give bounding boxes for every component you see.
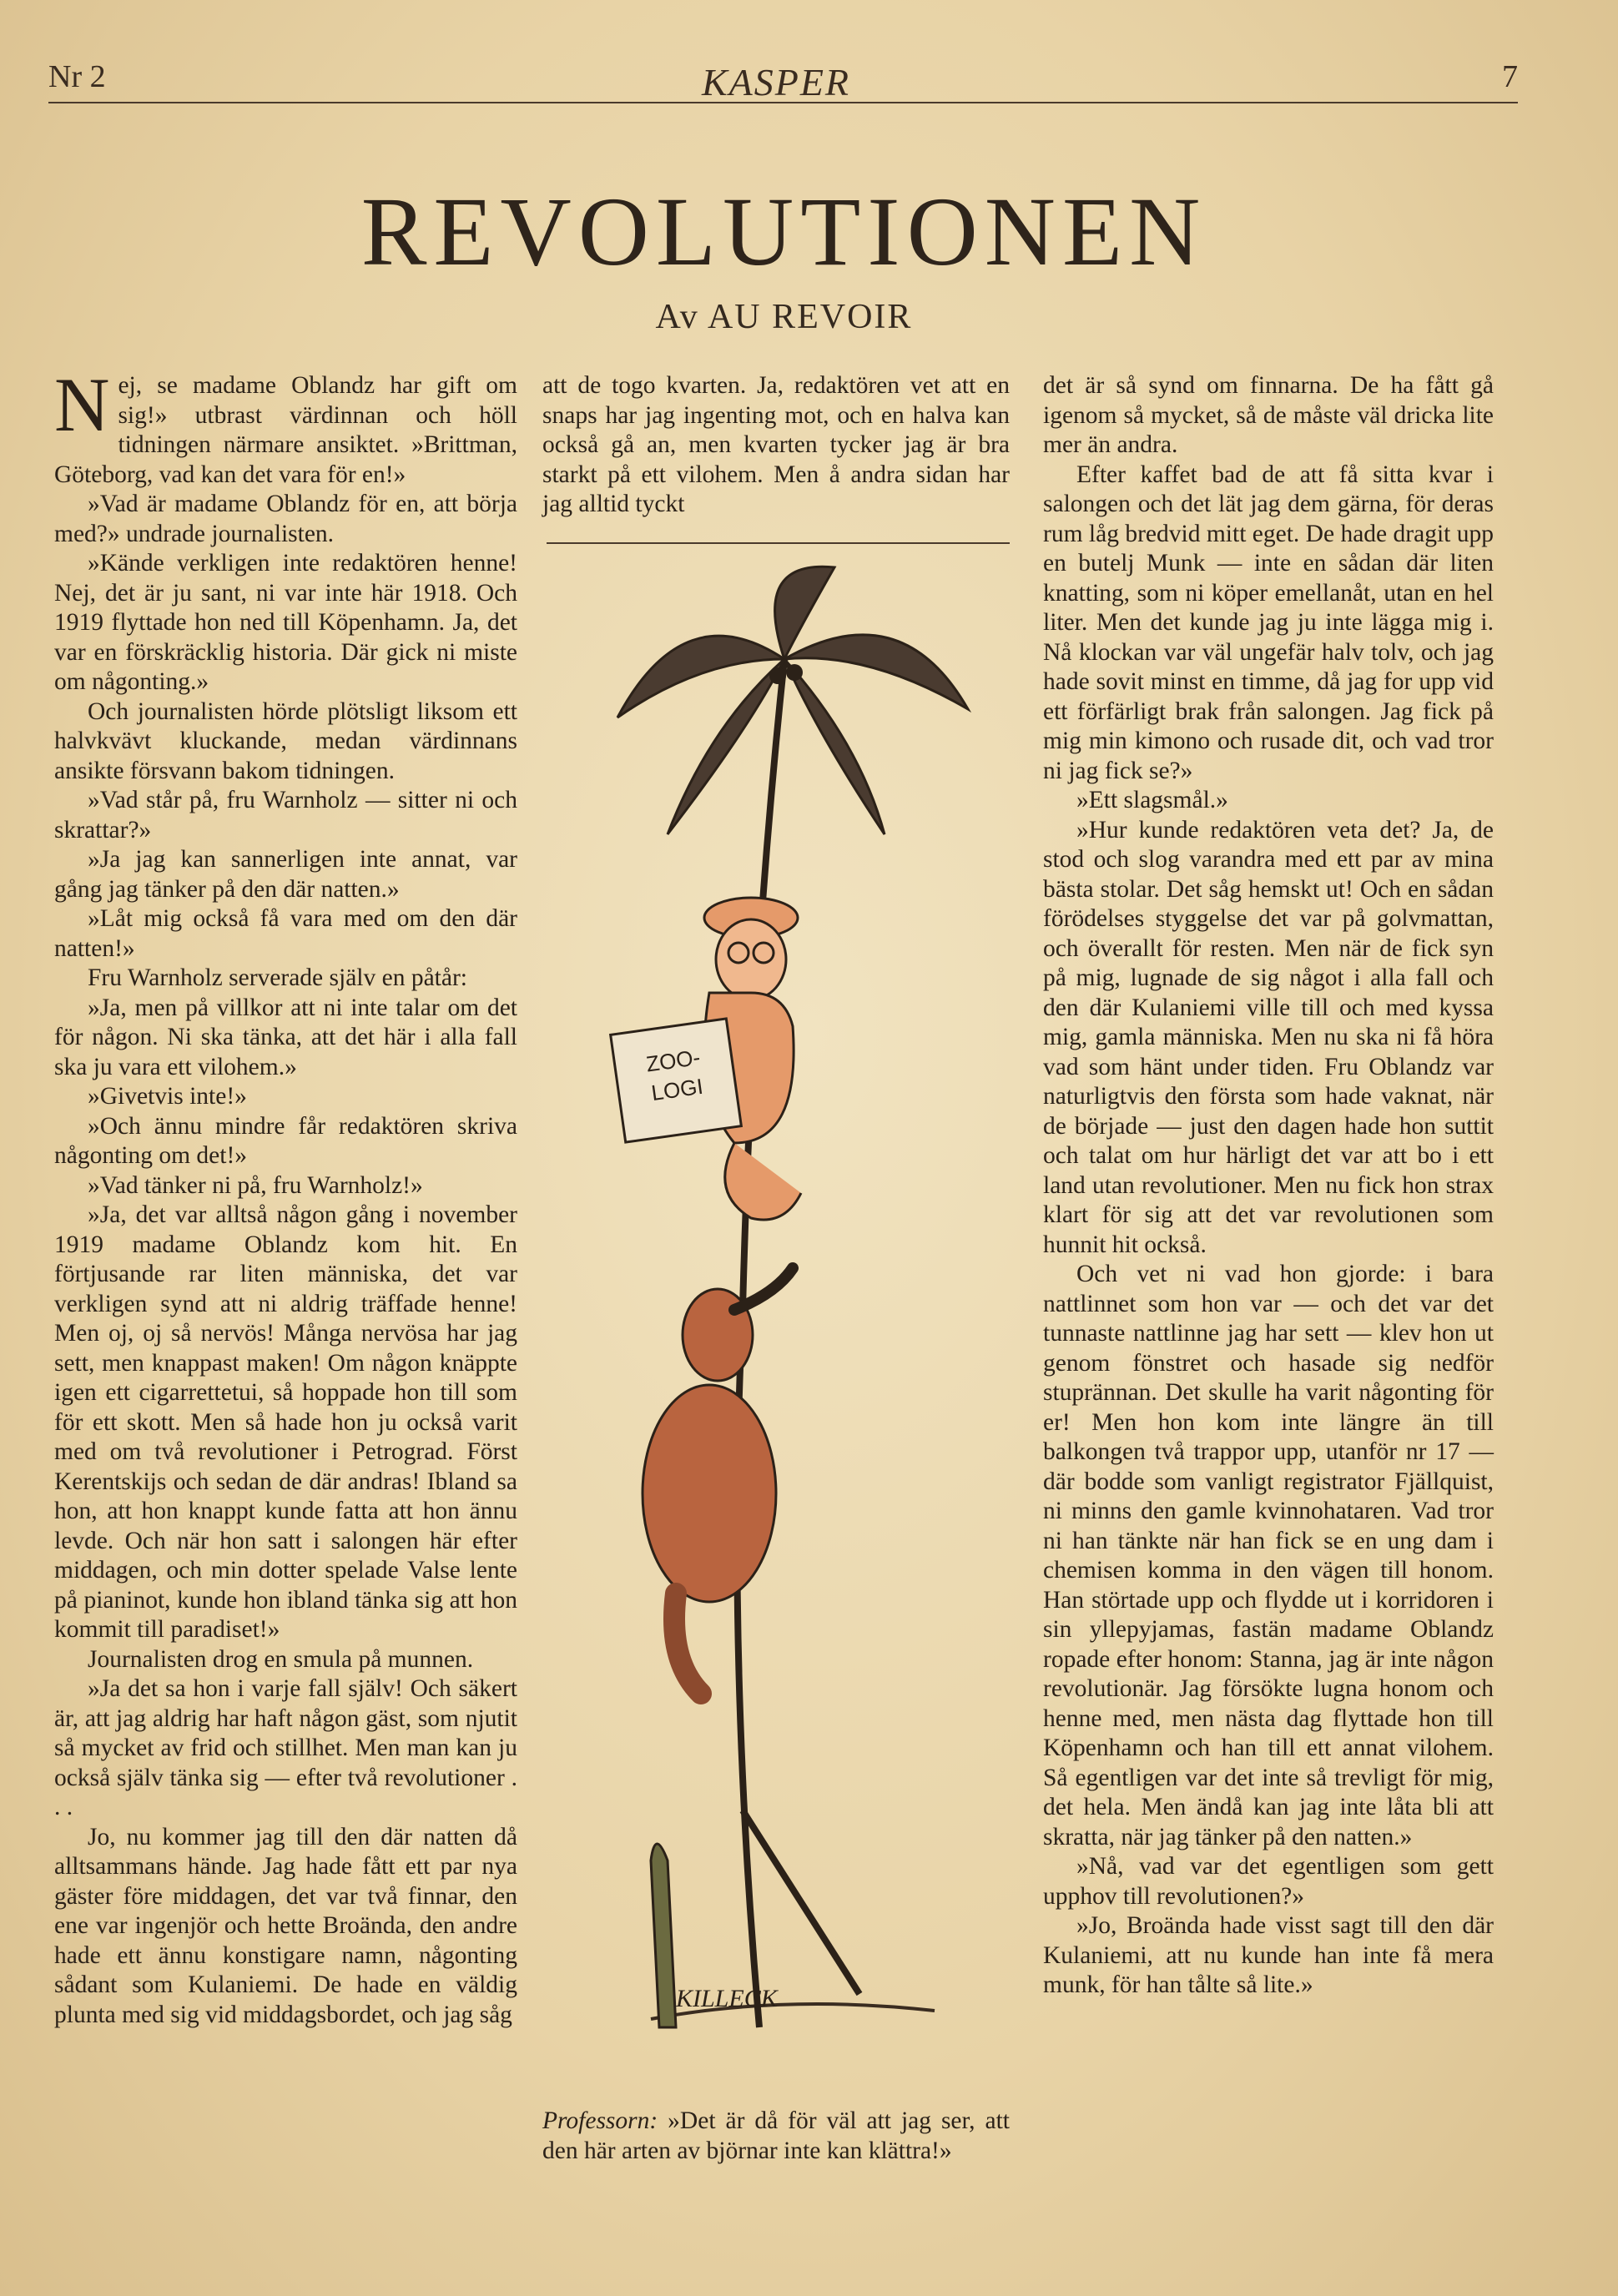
coconut (769, 667, 786, 684)
paragraph: Jo, nu kommer jag till den där natten då alltsammans hände. Jag hade fått ett par nya gäster före middagen, det var två finnar, den ene var ingenjör och hette Broända, den andre hade ett ännu konstigare namn, någonting sådant som Kulaniemi. De hade en väldig plunta med sig vid middagsbordet, och jag såg (54, 1823, 517, 2028)
professor-head (716, 919, 786, 999)
paragraph: det är så synd om finnarna. De ha fått gå igenom så mycket, så de måste väl dricka lite mer än andra. (1043, 372, 1494, 458)
column-3 (1043, 371, 1494, 2001)
bear-leg (674, 1594, 701, 1694)
book-title-1: ZOO- (644, 1044, 702, 1077)
paragraph: Fru Warnholz serverade själv en påtår: (88, 964, 467, 991)
column-1 (54, 362, 517, 2030)
header-rule (48, 102, 1518, 103)
caption-speaker: Professorn: (542, 2107, 658, 2134)
paragraph: »Kände verkligen inte redaktören henne! Nej, det är ju sant, ni var inte här 1918. Och 1919 flyttade hon ned till Köpenhamn. Ja, det var en förskräcklig historia. Där gick ni miste om någonting.» (54, 550, 517, 695)
paragraph: »Ett slagsmål.» (1076, 787, 1228, 813)
paragraph: »Vad är madame Oblandz för en, att börja med?» undrade journalisten. (54, 491, 517, 547)
paragraph: »Ja det sa hon i varje fall själv! Och säkert är, att jag aldrig har haft någon gäst, som njutit så mycket av frid och stillhet. Men man kan ju också själv tänka sig — efter två revolutioner . . . (54, 1675, 517, 1820)
paragraph: att de togo kvarten. Ja, redaktören vet att en snaps har jag ingenting mot, och en halva kan också gå an, men kvarten tycker jag är bra starkt på ett vilohem. Men å andra sidan har jag alltid tyckt (542, 372, 1010, 517)
professor-figure (611, 898, 801, 1220)
article-title: REVOLUTIONEN (360, 177, 1207, 286)
paragraph: »Nå, vad var det egentligen som gett upphov till revolutionen?» (1043, 1853, 1494, 1910)
bear-body (643, 1385, 776, 1602)
paragraph: »Vad tänker ni på, fru Warnholz!» (88, 1171, 423, 1199)
drop-cap: N (54, 362, 110, 447)
article-byline: Av AU REVOIR (655, 298, 913, 336)
paragraph: »Givetvis inte!» (88, 1083, 247, 1110)
paragraph: Nej, se madame Oblandz har gift om sig!» utbrast värdinnan och höll tidningen närmare ansiktet. »Brittman, Göteborg, vad kan det vara för en!» (54, 362, 517, 488)
paragraph: Och vet ni vad hon gjorde: i bara nattlinnet som hon var — och det var det tunnaste nattlinne jag har sett — klev hon ut genom fönstret och hasade sig nedför stuprännan. Det skulle ha varit någonting för er! Men hon kom inte längre än till balkongen två trappor upp, utanför nr 17 — där bodde som vanligt registrator Fjällquist, ni minns den gamle kvinnohataren. Vad tror ni han tänkte när han fick se en ung dam i chemisen komma in den vägen till honom. Han störtade upp och flydde ut i korridoren i sin yllepyjamas, fastän madame Oblandz ropade efter honom: Stanna, jag är inte någon revolutionär. Jag försökte lugna honom och henne med, men nästa dag flyttade hon till Köpenhamn och han till ett annat vilohem. Så egentligen var det inte så trevligt för mig, det hela. Men ändå kan jag inte låta bli att skratta, när jag tänker på den natten.» (1043, 1261, 1494, 1850)
paragraph: »Och ännu mindre får redaktören skriva någonting om det!» (54, 1112, 517, 1169)
column-divider-rule (547, 542, 1010, 544)
illustration-caption (542, 2107, 1010, 2166)
paragraph: »Jo, Broända hade visst sagt till den där Kulaniemi, att nu kunde han inte få mera munk, för han tålte så lite.» (1043, 1912, 1494, 1998)
bear-figure (643, 1268, 793, 1694)
paragraph: Och journalisten hörde plötsligt liksom ett halvkvävt kluckande, medan värdinnans ansikte försvann bakom tidningen. (54, 697, 517, 784)
paragraph: »Ja jag kan sannerligen inte annat, var gång jag tänker på den där natten.» (54, 846, 517, 903)
rifle (743, 1810, 859, 1994)
column-2 (542, 371, 1010, 520)
page-number: 7 (1502, 59, 1518, 94)
paragraph: »Hur kunde redaktören veta det? Ja, de stod och slog varandra med ett par av mina bästa stolar. Det såg hemskt ut! Och en sådan förödelses styggelse det var på golvmattan, och överallt för resten. Men när de fick syn på mig, lugnade de sig något i alla fall och den där Kulaniemi ville till och med kyssa mig, gamla människa. Men nu ska ni få höra vad som hänt under tiden. Fru Oblandz var naturligtvis den första som hade vaknat, när de började — just den dagen hade hon suttit och talat om hur härligt det var att bo i ett land utan revolutioner. Men nu fick hon strax klart för sig att det var revolutionen som hunnit hit också. (1043, 816, 1494, 1258)
paragraph: »Ja, men på villkor att ni inte talar om det för någon. Ni ska tänka, att det här i alla fall ska ju vara ett vilohem.» (54, 994, 517, 1080)
coconut (786, 664, 803, 681)
issue-number: Nr 2 (48, 59, 106, 94)
paragraph: »Ja, det var alltså någon gång i november 1919 madame Oblandz kom hit. En förtjusande rar liten människa, det var verkligen synd att ni aldrig träffade henne! Men oj, oj så nervös! Många nervösa har jag sett, men knappast maken! Om någon knäppte igen ett cigarrettetui, så hoppade hon till som för ett skott. Men så hade hon ju också varit med om två revolutioner i Petrograd. Först Kerentskijs och sedan de där andras! Ibland sa hon, att hon knappt kunde fatta att hon ännu levde. Och när hon satt i salongen här efter middagen, och min dotter spelade Valse lente på pianinot, kunde hon ibland tänka sig att hon kommit till paradiset!» (54, 1201, 517, 1643)
professor-legs (725, 1143, 801, 1220)
paragraph: »Vad står på, fru Warnholz — sitter ni och skrattar?» (54, 787, 517, 843)
masthead-logo: KASPER (701, 61, 851, 103)
paragraph: Efter kaffet bad de att få sitta kvar i salongen och det lät jag dem gärna, för deras rum låg bredvid mitt eget. De hade dragit upp en butelj Munk — inte en sådan där liten knatting, som ni köper emellanåt, utan en hel liter. Men det kunde jag ju inte lägga mig i. Nå klockan var väl ungefär halv tolv, och jag hade sovit minst en timme, då jag for upp vid ett förfärligt brak från salongen. Jag fick på mig min kimono och rusade dit, och vad tror ni jag fick se?» (1043, 461, 1494, 784)
palm-fronds (617, 566, 968, 834)
paragraph: Journalisten drog en smula på munnen. (88, 1645, 474, 1673)
cartoon-illustration (584, 559, 985, 2094)
book-title-2: LOGI (649, 1073, 705, 1106)
paragraph: »Låt mig också få vara med om den där natten!» (54, 905, 517, 962)
artist-signature: KILLECK (676, 1985, 778, 2012)
caption-text: »Det är då för väl att jag ser, att den här arten av björnar inte kan klättra!» (542, 2107, 1010, 2164)
cactus (651, 1844, 676, 2027)
